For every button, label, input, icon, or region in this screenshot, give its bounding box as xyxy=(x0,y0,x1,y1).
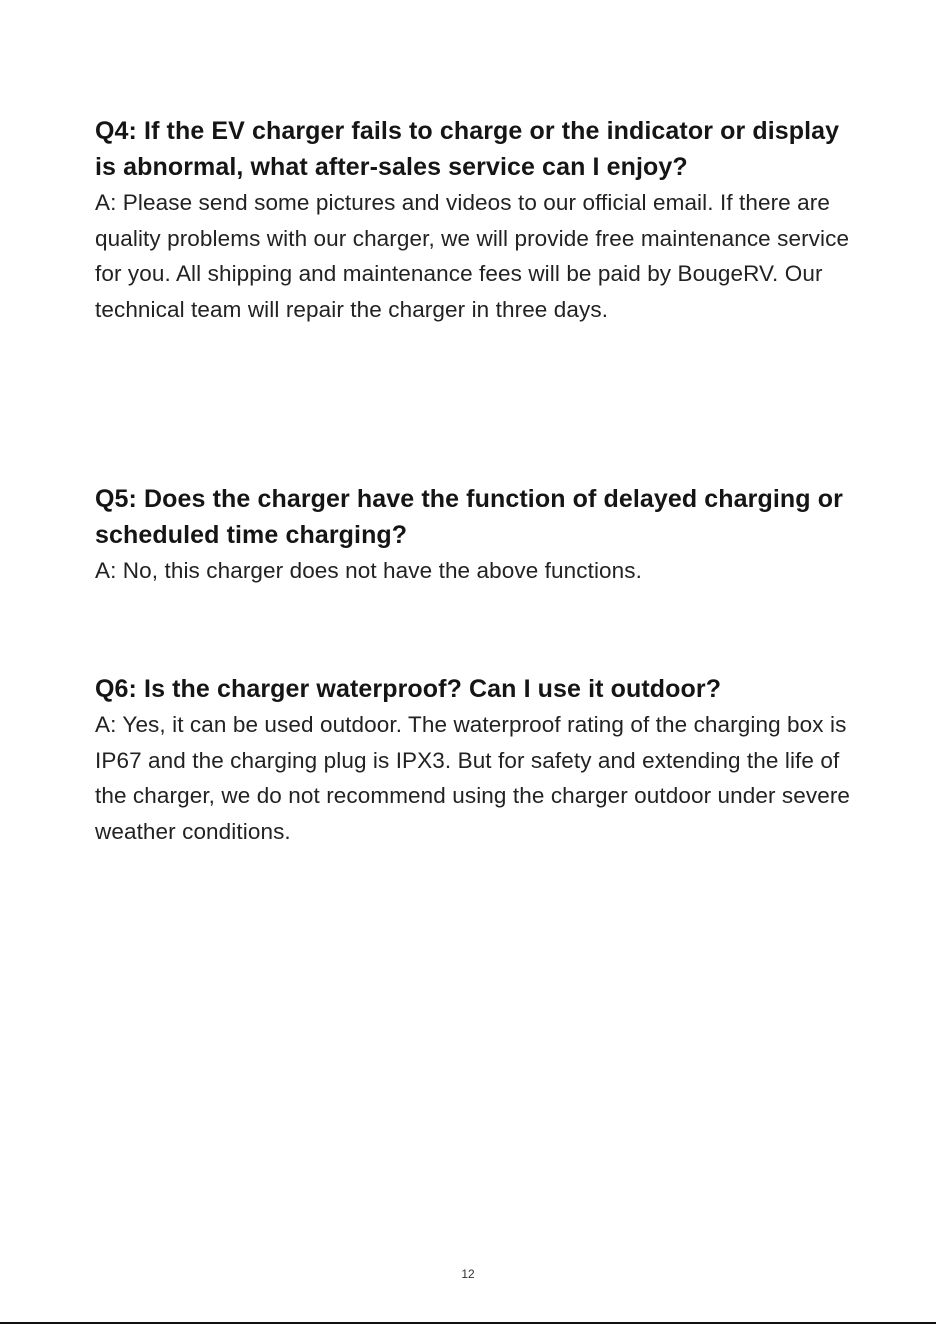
faq-answer: A: Please send some pictures and videos to our official email. If there are quality problems with our charger, we will provide free maintenance service for you. All shipping and maintenance fees will be paid by BougeRV. Our technical team will repair the charger in three days. xyxy=(95,190,850,322)
faq-answer: A: Yes, it can be used outdoor. The waterproof rating of the charging box is IP67 and the charging plug is IPX3. But for safety and extending the life of the charger, we do not recommend using the charger outdoor under severe weather conditions. xyxy=(95,712,851,844)
faq-item-q6 xyxy=(95,671,855,849)
faq-question: Q4: If the EV charger fails to charge or the indicator or display is abnormal, what after-sales service can I enjoy? xyxy=(95,117,840,181)
faq-item-q5 xyxy=(95,481,855,589)
faq-answer: A: No, this charger does not have the above functions. xyxy=(95,558,642,583)
faq-question: Q5: Does the charger have the function of delayed charging or scheduled time charging? xyxy=(95,485,843,549)
faq-item-q4 xyxy=(95,113,855,327)
page-number: 12 xyxy=(461,1267,475,1281)
faq-question: Q6: Is the charger waterproof? Can I use it outdoor? xyxy=(95,675,722,703)
